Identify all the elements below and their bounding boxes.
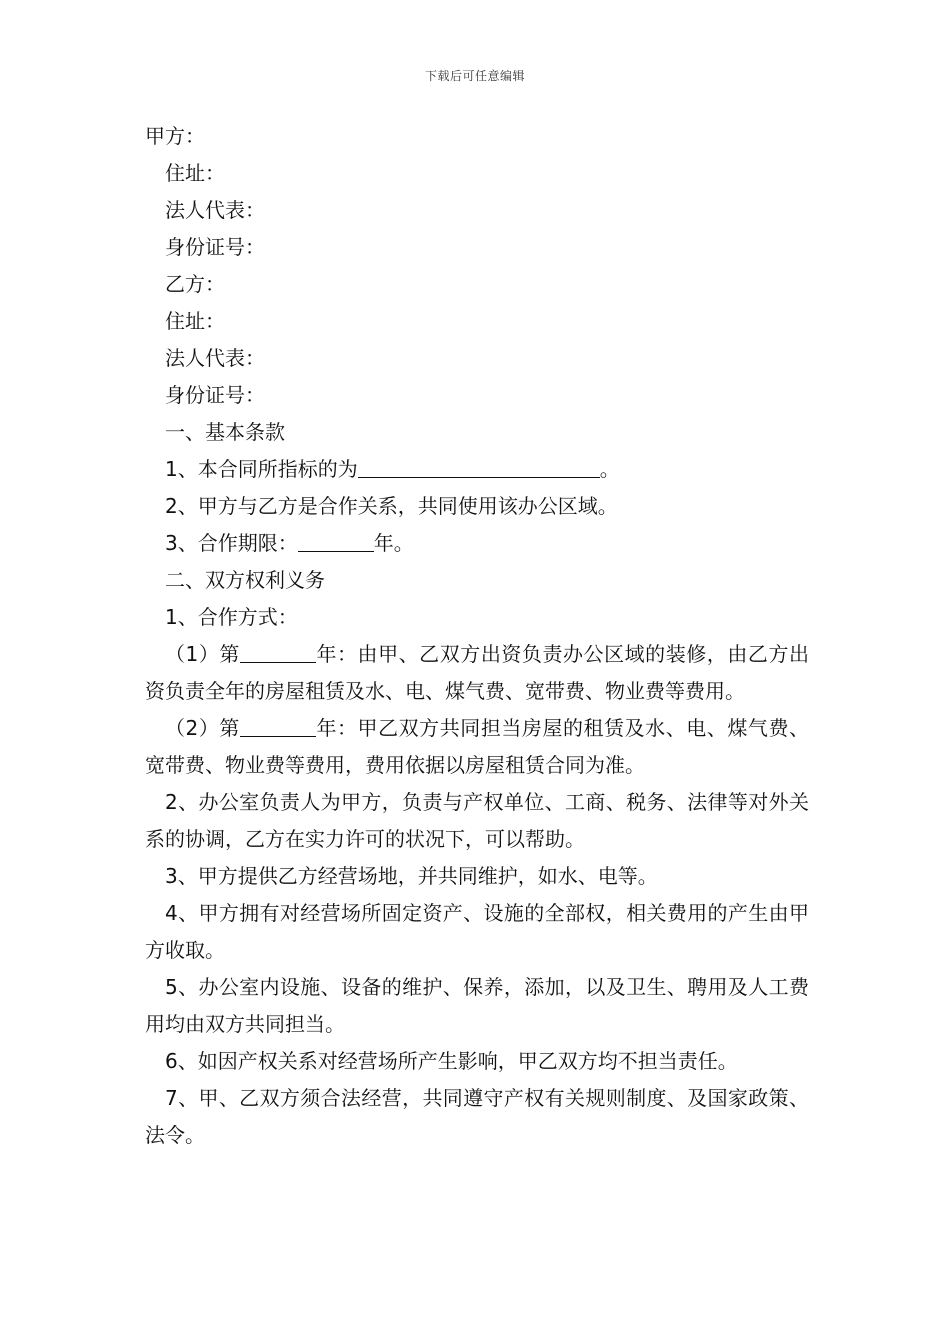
section-2-sub-2 — [145, 710, 809, 784]
party-a-id-no: 身份证号： — [165, 235, 265, 259]
section-2-item-6: 6、如因产权关系对经营场所产生影响，甲乙双方均不担当责任。 — [165, 1049, 738, 1073]
section-2-sub-1 — [145, 636, 809, 710]
section-1-item-3-end: 年。 — [373, 531, 414, 555]
page-header: 下载后可任意编辑 — [424, 69, 525, 83]
term-blank — [298, 529, 374, 552]
section-2-item-5: 5、办公室内设施、设备的维护、保养，添加，以及卫生、聘用及人工费用均由双方共同担当。 — [145, 975, 809, 1036]
section-2-item-4: 4、甲方拥有对经营场所固定资产、设施的全部权，相关费用的产生由甲方收取。 — [145, 901, 809, 962]
party-b-address: 住址： — [165, 309, 225, 333]
section-2-sub-2-prefix: （2）第 — [165, 716, 240, 740]
section-1-heading: 一、基本条款 — [165, 420, 285, 444]
section-1-item-1-end: 。 — [599, 457, 620, 481]
section-1-item-1 — [145, 451, 809, 488]
party-a-address: 住址： — [165, 161, 225, 185]
section-2-item-7: 7、甲、乙双方须合法经营，共同遵守产权有关规则制度、及国家政策、法令。 — [145, 1086, 809, 1147]
party-b-legal-rep: 法人代表： — [165, 346, 265, 370]
section-1-item-2: 2、甲方与乙方是合作关系，共同使用该办公区域。 — [165, 494, 618, 518]
section-1-item-1-text: 1、本合同所指标的为 — [165, 457, 358, 481]
section-1-item-3-text: 3、合作期限： — [165, 531, 298, 555]
section-2-sub-1-text: 年：由甲、乙双方出资负责办公区域的装修，由乙方出资负责全年的房屋租赁及水、电、煤气费、宽带费、物业费等费用。 — [145, 642, 809, 703]
party-a-title: 甲方： — [145, 124, 205, 148]
party-a-legal-rep: 法人代表： — [165, 198, 265, 222]
party-b-id-no: 身份证号： — [165, 383, 265, 407]
section-2-sub-1-prefix: （1）第 — [165, 642, 240, 666]
subject-blank — [358, 455, 600, 478]
section-2-item-3: 3、甲方提供乙方经营场地，并共同维护，如水、电等。 — [165, 864, 658, 888]
section-2-mode: 1、合作方式： — [165, 605, 298, 629]
section-2-sub-2-text: 年：甲乙双方共同担当房屋的租赁及水、电、煤气费、宽带费、物业费等费用，费用依据以房屋租赁合同为准。 — [145, 716, 809, 777]
section-2-item-2: 2、办公室负责人为甲方，负责与产权单位、工商、税务、法律等对外关系的协调，乙方在实力许可的状况下，可以帮助。 — [145, 790, 809, 851]
year-blank-2 — [240, 714, 316, 737]
section-1-item-3 — [145, 525, 809, 562]
contract-body — [145, 118, 809, 1154]
party-b-title: 乙方： — [165, 272, 225, 296]
section-2-heading: 二、双方权利义务 — [165, 568, 325, 592]
year-blank-1 — [240, 640, 316, 663]
